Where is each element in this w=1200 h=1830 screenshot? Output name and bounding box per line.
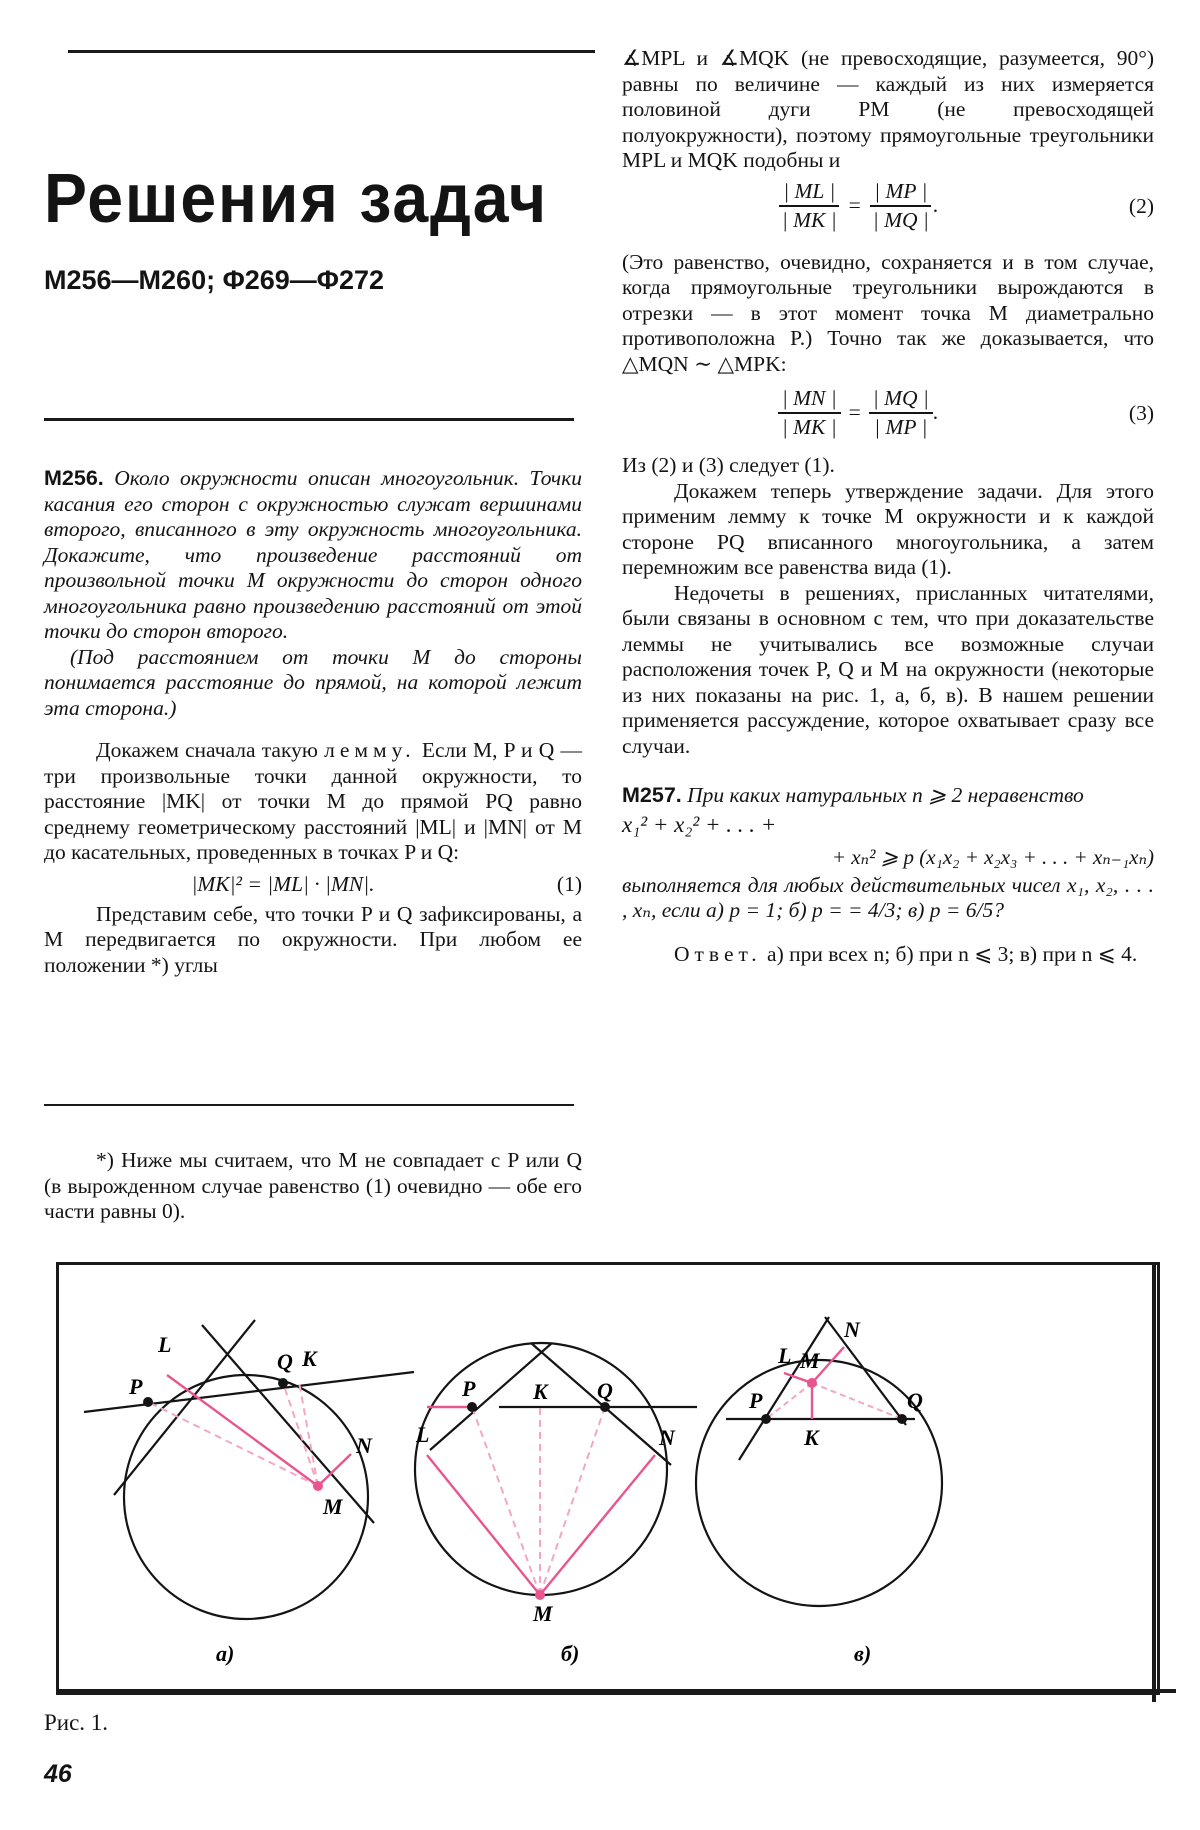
m257-condition: выполняется для любых действительных чисел x₁, x₂, . . . , xₙ, если а) p = 1; б) p = = 4/3; в) p = 6/5?: [622, 872, 1154, 922]
panel-c-label-q: Q: [907, 1388, 923, 1413]
panel-a-tangent-p: [114, 1320, 255, 1495]
panel-b-label-k: K: [533, 1379, 548, 1404]
answer-word: Ответ.: [674, 941, 762, 966]
equation-2: $\frac{| ML |}{| MK |}$ = $\frac{| MP |}{| MQ |}$ . (2): [622, 178, 1154, 240]
panel-c-point-p: [761, 1414, 771, 1424]
panel-c-point-m: [807, 1378, 817, 1388]
panel-b-mn: [540, 1455, 655, 1595]
panel-c-mp-dashed: [766, 1383, 812, 1419]
panel-a-mp-dashed: [148, 1402, 318, 1486]
panel-b-point-m: [535, 1590, 545, 1600]
panel-c-label-p: P: [749, 1388, 763, 1413]
eq3-num1: | MN |: [778, 385, 841, 414]
m256-label: M256.: [44, 466, 104, 490]
figure-diagram: [59, 1265, 1157, 1692]
panel-c-caption: в): [854, 1641, 872, 1666]
inequality-line-1: x₁² + x₂² + . . . +: [622, 811, 777, 837]
footnote: *) Ниже мы считаем, что M не совпадает с P или Q (в вырожденном случае равенство (1) очевидно — обе его части равны 0).: [44, 1148, 582, 1223]
figure-frame: [56, 1262, 1160, 1695]
panel-b-point-q: [600, 1402, 610, 1412]
left-column: [44, 466, 582, 978]
inequality-line-2: + xₙ² ⩾ p (x₁x₂ + x₂x₃ + . . . + xₙ₋₁xₙ): [831, 844, 1154, 869]
panel-b-point-p: [467, 1402, 477, 1412]
panel-a-mn: [318, 1454, 351, 1486]
panel-a-mq-dashed: [283, 1383, 318, 1486]
figure-caption: Рис. 1.: [44, 1710, 109, 1735]
panel-b-label-n: N: [659, 1425, 675, 1450]
eq2-den2: | MQ |: [872, 207, 929, 232]
panel-c-circle: [696, 1360, 942, 1606]
panel-a-point-m: [313, 1481, 323, 1491]
panel-a-caption: а): [216, 1641, 235, 1666]
panel-b-label-l: L: [416, 1422, 430, 1447]
panel-c-tangent-q: [825, 1317, 906, 1425]
panel-b-ml: [427, 1455, 540, 1595]
lemma-paragraph: Докажем сначала такую лемму. Если M, P и Q — три произвольные точки данной окружности, то расстояние |MK| от точки M до прямой PQ равно среднему геометрическому расстояний |ML| и |MN| от M до касательных, проведенных в точках P и Q:: [44, 738, 583, 864]
panel-b-mq-dashed: [540, 1407, 605, 1595]
panel-c-label-k: K: [804, 1425, 819, 1450]
lemma-word: лемму.: [324, 738, 416, 762]
panel-b-label-m: M: [533, 1601, 553, 1626]
panel-b: [415, 1343, 697, 1666]
top-rule: [68, 50, 595, 53]
eq2-num2: | MP |: [870, 178, 931, 207]
m257-label: M257.: [622, 783, 682, 807]
equation-3: $\frac{| MN |}{| MK |}$ = $\frac{| MQ |}{| MP |}$ . (3): [622, 385, 1154, 447]
panel-a-ml: [167, 1375, 318, 1486]
page-subtitle: M256—M260; Φ269—Φ272: [44, 265, 384, 295]
equation-3-number: (3): [1128, 401, 1154, 425]
panel-c: [696, 1317, 942, 1666]
panel-a-label-l: L: [158, 1332, 172, 1357]
eq3-den1: | MK |: [781, 415, 837, 439]
panel-c-label-l: L: [778, 1343, 792, 1368]
page-title: Решения задач: [44, 159, 549, 237]
equation-2-number: (2): [1128, 193, 1154, 218]
m256-note: (Под расстоянием от точки M до стороны понимается расстояние до прямой, на которой лежит эта сторона.): [44, 644, 582, 720]
continuation-paragraph: ∡MPL и ∡MQK (не превосходящие, разумеется, 90°) равны по величине — каждый из них измеряется половиной дуги PM (не превосходящей полуокружности), поэтому прямоугольные треугольники MPL и MQK подобны и: [622, 46, 1154, 172]
eq2-den1: | MK |: [781, 207, 837, 232]
flaws-paragraph: Недочеты в решениях, присланных читателями, были связаны в основном с тем, что при доказательстве леммы не учитывались все возможные случаи расположения точек P, Q и M на окружности (некоторые из них показаны на рис. 1, а, б, в). В нашем решении применяется рассуждение, которое охватывает сразу все случаи.: [622, 580, 1154, 758]
panel-b-label-q: Q: [597, 1378, 613, 1403]
m257-answer: Ответ. а) при всех n; б) при n ⩽ 3; в) при n ⩽ 4.: [674, 941, 1138, 966]
panel-a-point-q: [278, 1378, 288, 1388]
follows-line: Из (2) и (3) следует (1).: [622, 453, 835, 477]
panel-b-label-p: P: [462, 1376, 476, 1401]
panel-a-label-q: Q: [277, 1349, 293, 1374]
panel-b-caption: б): [561, 1641, 580, 1666]
panel-a: [84, 1320, 414, 1666]
section-rule: [44, 418, 574, 421]
panel-c-point-q: [897, 1414, 907, 1424]
equation-1: [44, 872, 582, 902]
equation-1-number: (1): [556, 871, 582, 896]
panel-c-label-n: N: [844, 1317, 860, 1342]
m257-question: M257. При каких натуральных n ⩾ 2 неравенство: [622, 783, 1084, 807]
eq3-den2: | MP |: [874, 415, 928, 439]
figure-right-edge: [1152, 1262, 1156, 1702]
eq3-num2: | MQ |: [869, 385, 933, 414]
panel-a-label-k: K: [302, 1346, 317, 1371]
panel-a-label-n: N: [356, 1433, 372, 1458]
panel-a-label-p: P: [129, 1374, 143, 1399]
page-number: 46: [44, 1760, 72, 1788]
eq2-num1: | ML |: [779, 178, 839, 207]
remark-paragraph: (Это равенство, очевидно, сохраняется и в том случае, когда прямоугольные треугольники вырождаются в отрезки — в этот момент точка M диаметрально противоположна P.) Точно так же доказывается, что △MQN ∼ △MPK:: [622, 249, 1154, 376]
prove-paragraph: Докажем теперь утверждение задачи. Для этого применим лемму к точке M окружности и к каждой стороне PQ вписанного многоугольника, а затем перемножим все равенства вида (1).: [622, 478, 1154, 579]
panel-c-label-m: M: [800, 1348, 820, 1373]
footnote-rule: [44, 1104, 574, 1106]
equation-1-body: |MK|² = |ML| · |MN|.: [191, 871, 375, 896]
fix-paragraph: Представим себе, что точки P и Q зафиксированы, а M передвигается по окружности. При любом ее положении *) углы: [44, 901, 582, 977]
panel-a-point-p: [143, 1397, 153, 1407]
figure-bottom-edge: [56, 1689, 1176, 1693]
panel-a-label-m: M: [323, 1494, 343, 1519]
right-column: [622, 46, 1154, 967]
m256-statement: M256. Около окружности описан многоугольник. Точки касания его сторон с окружностью служат вершинами второго, вписанного в эту окружность многоугольника. Докажите, что произведение расстояний от произвольной точки M окружности до сторон одного многоугольника равно произведению расстояний от этой точки до сторон второго.: [44, 466, 582, 643]
panel-b-mp-dashed: [472, 1407, 540, 1595]
